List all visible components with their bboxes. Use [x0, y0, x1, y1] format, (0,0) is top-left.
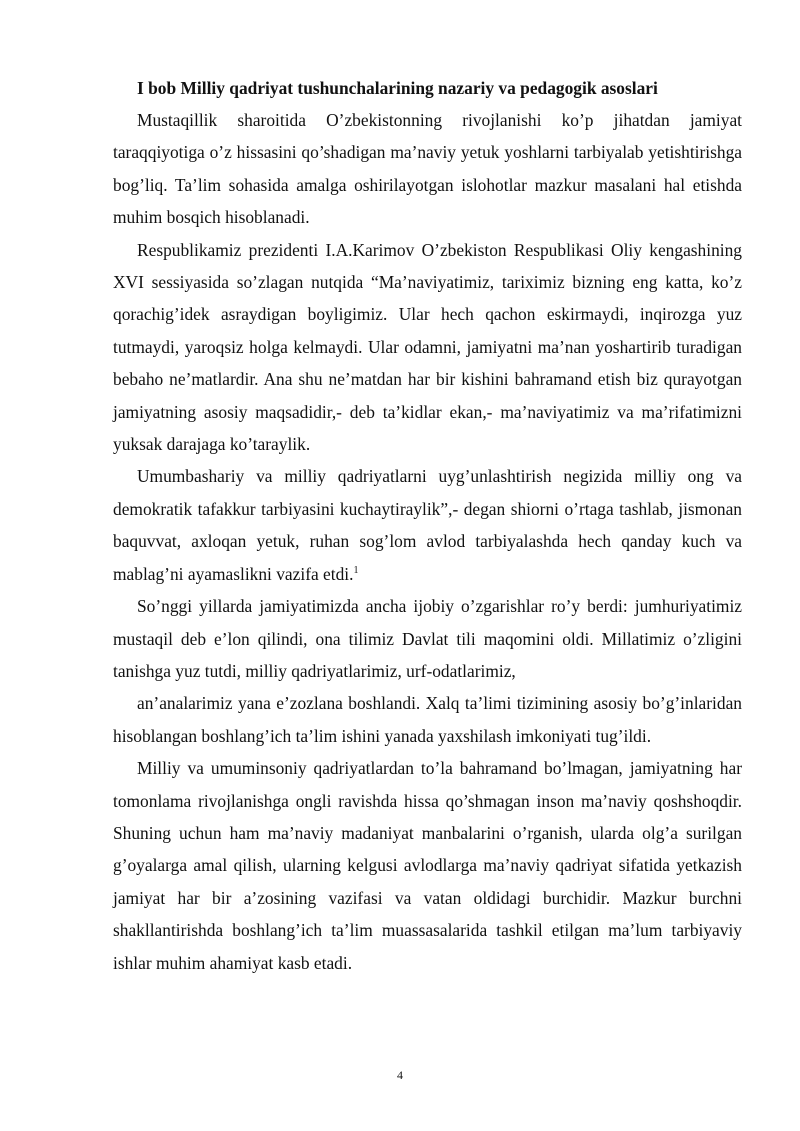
paragraph-3	[113, 460, 742, 590]
page-number: 4	[397, 1068, 403, 1082]
paragraph-6: Milliy va umuminsoniy qadriyatlardan to’la bahramand bo’lmagan, jamiyatning har tomonlama rivojlanishga ongli ravishda hissa qo’shmagan inson ma’naviy qoshshoqdir. Shuning uchun ham ma’naviy madaniyat manbalarini o’rganish, ularda olg’a surilgan g’oyalarga amal qilish, ularning kelgusi avlodlarga ma’naviy qadriyat sifatida yetkazish jamiyat har bir a’zosining vazifasi va vatan oldidagi burchidir. Mazkur burchni shakllantirishda boshlang’ich ta’lim muassasalarida tashkil etilgan ma’lum tarbiyaviy ishlar muhim ahamiyat kasb etadi.	[113, 758, 742, 973]
paragraph-4: So’nggi yillarda jamiyatimizda ancha ijobiy o’zgarishlar ro’y berdi: jumhuriyatimiz mustaqil deb e’lon qilindi, ona tilimiz Davlat tili maqomini oldi. Millatimiz o’zligini tanishga yuz tutdi, milliy qadriyatlarimiz, urf-odatlarimiz,	[113, 596, 742, 681]
document-page	[113, 72, 742, 979]
footnote-marker[interactable]: 1	[353, 564, 359, 576]
paragraph-2: Respublikamiz prezidenti I.A.Karimov O’zbekiston Respublikasi Oliy kengashining XVI sessiyasida so’zlagan nutqida “Ma’naviyatimiz, tariximiz bizning eng katta, ko’z qorachig’idek asraydigan boyligimiz. Ular hech qachon eskirmaydi, inqirozga yuz tutmaydi, yaroqsiz holga kelmaydi. Ular odamni, jamiyatni ma’nan yoshartirib turadigan bebaho ne’matlardir. Ana shu ne’matdan har bir kishini bahramand etish biz qurayotgan jamiyatning asosiy maqsadidir,- deb ta’kidlar ekan,- ma’naviyatimiz va ma’rifatimizni yuksak darajaga ko’taraylik.	[113, 239, 742, 455]
paragraph-3-text: Umumbashariy va milliy qadriyatlarni uyg’unlashtirish negizida milliy ong va demokratik tafakkur tarbiyasini kuchaytiraylik”,- degan shiorni o’rtaga tashlab, jismonan baquvvat, axloqan yetuk, ruhan sog’lom avlod tarbiyalashda hech qanday kuch va mablag’ni ayamaslikni vazifa etdi.	[113, 466, 742, 584]
chapter-heading: I bob Milliy qadriyat tushunchalarining nazariy va pedagogik asoslari	[137, 78, 658, 98]
paragraph-5: an’analarimiz yana e’zozlana boshlandi. Xalq ta’limi tizimining asosiy bo’g’inlaridan hisoblangan boshlang’ich ta’lim ishini yanada yaxshilash imkoniyati tug’ildi.	[113, 693, 742, 746]
paragraph-1: Mustaqillik sharoitida O’zbekistonning rivojlanishi ko’p jihatdan jamiyat taraqqiyotiga o’z hissasini qo’shadigan ma’naviy yetuk yoshlarni tarbiyalab yetishtirishga bog’liq. Ta’lim sohasida amalga oshirilayotgan islohotlar mazkur masalani hal etishda muhim bosqich hisoblanadi.	[113, 110, 742, 228]
